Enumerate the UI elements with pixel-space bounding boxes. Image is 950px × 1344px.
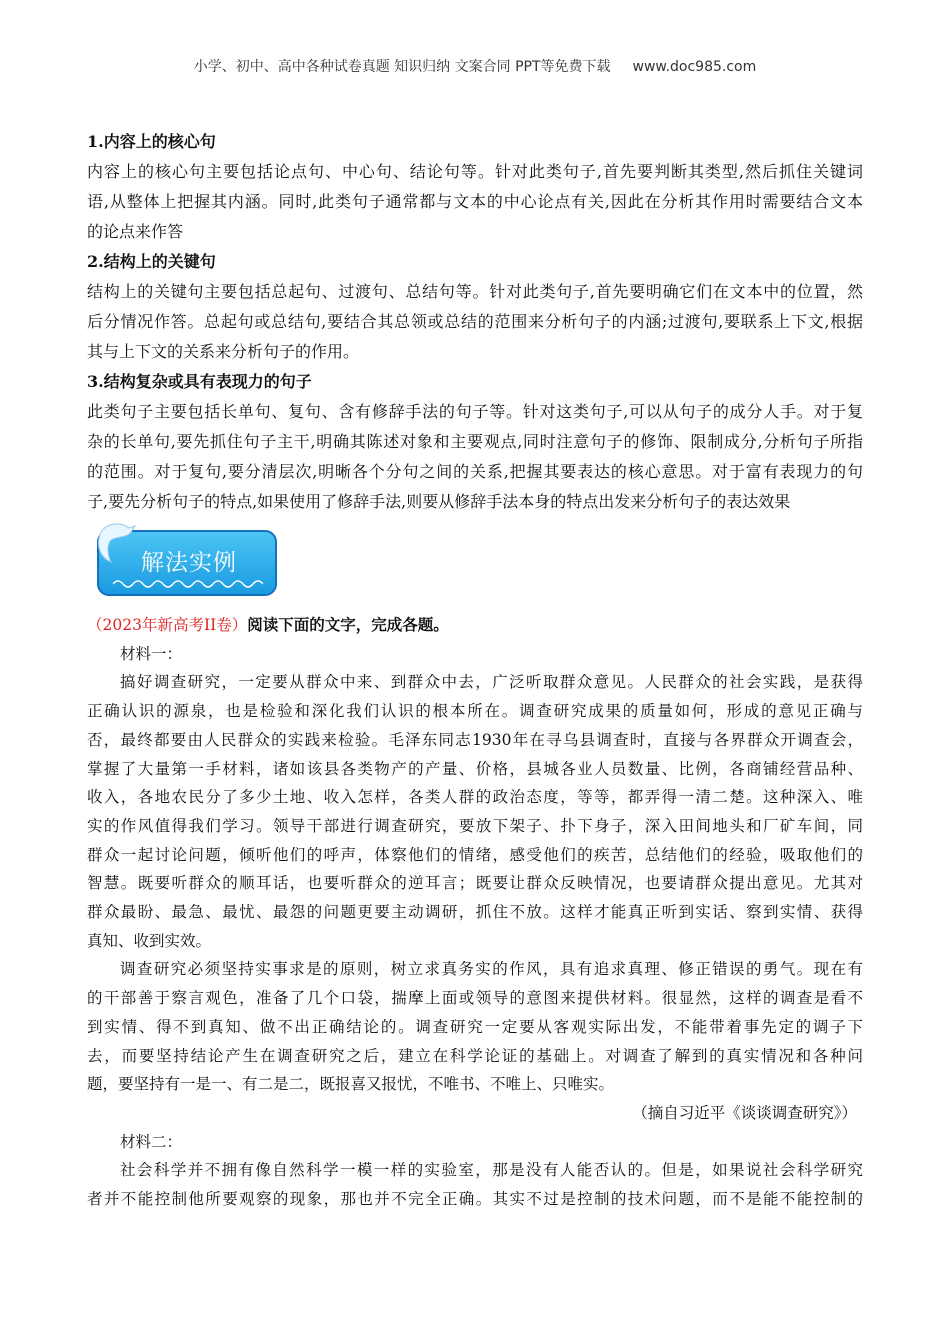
paragraph-line: 子,要先分析句子的特点,如果使用了修辞手法,则要从修辞手法本身的特点出发来分析句子的表达效果 [87, 492, 791, 511]
paragraph-line: 调查研究必须坚持实事求是的原则，树立求真务实的作风，具有追求真理、修正错误的勇气。现在有 [120, 960, 863, 979]
material-label: 材料二： [120, 1132, 183, 1151]
paragraph-line: 的干部善于察言观色，准备了几个口袋，揣摩上面或领导的意图来提供材料。很显然，这样的调查是看不 [87, 989, 863, 1008]
method-section [87, 127, 863, 517]
paragraph-line: 群众一起讨论问题，倾听他们的呼声，体察他们的情绪，感受他们的疾苦，总结他们的经验，吸取他们的 [87, 845, 863, 864]
paragraph-line: 到实情、得不到真知、做不出正确结论的。调查研究一定要从客观实际出发，不能带着事先定的调子下 [87, 1017, 863, 1036]
paragraph-line: 否，最终都要由人民群众的实践来检验。毛泽东同志1930年在寻乌县调查时，直接与各界群众开调查会， [87, 730, 863, 749]
paragraph-line: 者并不能控制他所要观察的现象，那也并不完全正确。其实不过是控制的技术问题，而不是能不能控制的 [87, 1190, 863, 1209]
paragraph-line: 正确认识的源泉，也是检验和深化我们认识的根本所在。调查研究成果的质量如何，形成的意见正确与 [87, 702, 863, 721]
paragraph-line: 社会科学并不拥有像自然科学一模一样的实验室，那是没有人能否认的。但是，如果说社会科学研究 [120, 1161, 863, 1180]
paragraph-line: 搞好调查研究，一定要从群众中来、到群众中去，广泛听取群众意见。人民群众的社会实践，是获得 [120, 673, 863, 692]
paragraph-line: 后分情况作答。总起句或总结句,要结合其总领或总结的范围来分析句子的内涵;过渡句,要联系上下文,根据 [87, 312, 863, 331]
section-heading: 2.结构上的关键句 [87, 252, 216, 271]
material-label: 材料一： [120, 644, 183, 663]
header-site-link[interactable]: www.doc985.com [632, 59, 757, 75]
question-title [87, 611, 863, 640]
paragraph-line: 语,从整体上把握其内涵。同时,此类句子通常都与文本的中心论点有关,因此在分析其作用时需要结合文本 [87, 192, 863, 211]
question-section [87, 611, 863, 1214]
section-heading: 1.内容上的核心句 [87, 132, 216, 151]
paragraph-line: 的范围。对于复句,要分清层次,明晰各个分句之间的关系,把握其要表达的核心意思。对于富有表现力的句 [87, 462, 863, 481]
header-text: 小学、初中、高中各种试卷真题 知识归纳 文案合同 PPT等免费下载 [193, 59, 611, 75]
solution-example-banner [97, 530, 277, 596]
question-prompt: 阅读下面的文字，完成各题。 [247, 615, 449, 634]
paragraph-line: 去，而要坚持结论产生在调查研究之后，建立在科学论证的基础上。对调查了解到的真实情况和各种问 [87, 1046, 863, 1065]
citation: （摘自习近平《谈谈调查研究》） [632, 1103, 857, 1122]
paragraph-line: 收入，各地农民分了多少土地、收入怎样，各类人群的政治态度，等等，都弄得一清二楚。这种深入、唯 [87, 788, 863, 807]
paragraph-line: 的论点来作答 [87, 222, 184, 241]
paragraph-line: 掌握了大量第一手材料，诸如该县各类物产的产量、价格，县城各业人员数量、比例，各商铺经营品种、 [87, 759, 863, 778]
banner-label: 解法实例 [141, 550, 237, 576]
section-heading: 3.结构复杂或具有表现力的句子 [87, 372, 312, 391]
reading-passage [87, 640, 863, 1214]
paragraph-line: 题，要坚持有一是一、有二是二，既报喜又报忧，不唯书、不唯上、只唯实。 [87, 1075, 615, 1094]
paragraph-line: 真知、收到实效。 [87, 931, 212, 950]
question-source: （2023年新高考II卷） [87, 616, 248, 634]
page-header [0, 56, 950, 76]
dolphin-icon [93, 518, 137, 568]
paragraph-line: 智慧。既要听群众的顺耳话，也要听群众的逆耳言；既要让群众反映情况，也要请群众提出意见。尤其对 [87, 874, 863, 893]
paragraph-line: 实的作风值得我们学习。领导干部进行调查研究，要放下架子、扑下身子，深入田间地头和厂矿车间，同 [87, 816, 863, 835]
paragraph-line: 其与上下文的关系来分析句子的作用。 [87, 342, 360, 361]
wave-decoration [113, 578, 263, 590]
paragraph-line: 结构上的关键句主要包括总起句、过渡句、总结句等。针对此类句子,首先要明确它们在文本中的位置，然 [87, 282, 863, 301]
paragraph-line: 杂的长单句,要先抓住句子主干,明确其陈述对象和主要观点,同时注意句子的修饰、限制成分,分析句子所指 [87, 432, 863, 451]
paragraph-line: 群众最盼、最急、最忧、最怨的问题更要主动调研，抓住不放。这样才能真正听到实话、察到实情、获得 [87, 903, 863, 922]
paragraph-line: 此类句子主要包括长单句、复句、含有修辞手法的句子等。针对这类句子,可以从句子的成分人手。对于复 [87, 402, 863, 421]
paragraph-line: 内容上的核心句主要包括论点句、中心句、结论句等。针对此类句子,首先要判断其类型,然后抓住关键词 [87, 162, 863, 181]
